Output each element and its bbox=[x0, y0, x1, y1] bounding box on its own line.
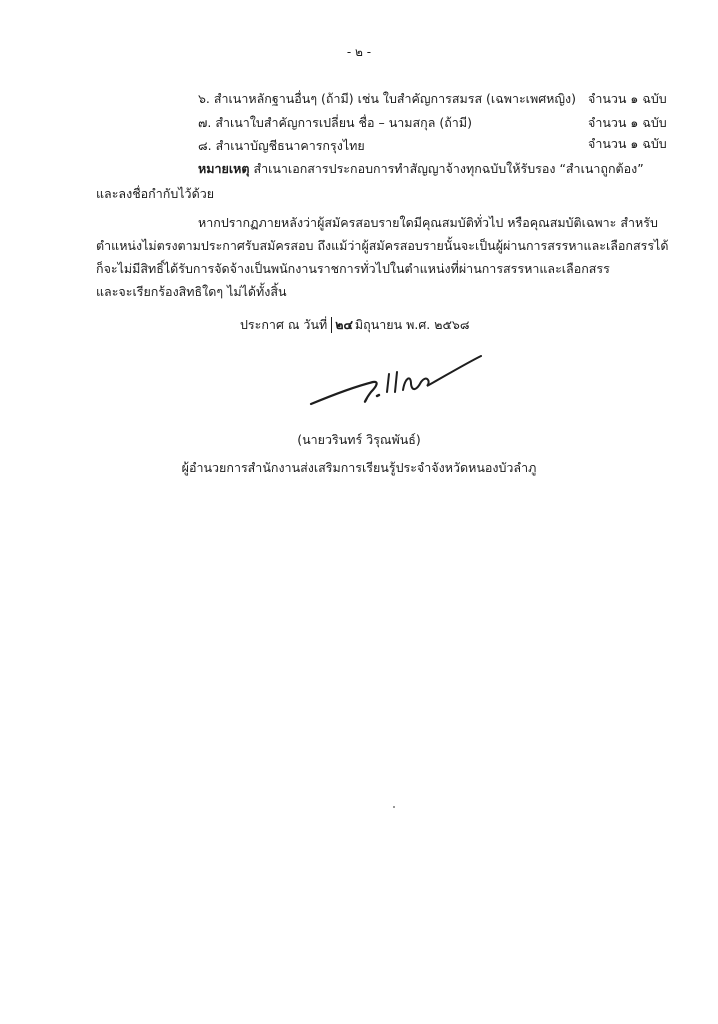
document-item-8: ๘. สำเนาบัญชีธนาคารกรุงไทย bbox=[198, 138, 365, 153]
document-item-6-quantity: จำนวน ๑ ฉบับ bbox=[588, 91, 667, 106]
page-number: - ๒ - bbox=[346, 45, 372, 59]
note-line-1 bbox=[198, 161, 644, 177]
document-item-7-quantity: จำนวน ๑ ฉบับ bbox=[588, 115, 667, 130]
signatory-position: ผู้อำนวยการสำนักงานส่งเสริมการเรียนรู้ประจำจังหวัดหนองบัวลำภู bbox=[181, 460, 537, 475]
note-heading: หมายเหตุ bbox=[198, 161, 250, 176]
document-item-7: ๗. สำเนาใบสำคัญการเปลี่ยน ชื่อ – นามสกุล (ถ้ามี) bbox=[198, 115, 472, 130]
signatory-name: (นายวรินทร์ วิรุณพันธ์) bbox=[297, 432, 421, 447]
paragraph-line-2: ตำแหน่งไม่ตรงตามประกาศรับสมัครสอบ ถึงแม้ว่าผู้สมัครสอบรายนั้นจะเป็นผู้ผ่านการสรรหาและเลือกสรรได้ bbox=[96, 238, 669, 253]
announcement-prefix: ประกาศ ณ วันที่ bbox=[240, 317, 328, 332]
note-text: สำเนาเอกสารประกอบการทำสัญญาจ้างทุกฉบับให้รับรอง “สำเนาถูกต้อง” bbox=[253, 161, 644, 176]
announcement-day: ๒๔ bbox=[331, 317, 355, 333]
signature-mark bbox=[305, 352, 487, 414]
paragraph-line-4: และจะเรียกร้องสิทธิใดๆ ไม่ได้ทั้งสิ้น bbox=[96, 284, 287, 299]
announcement-date bbox=[240, 317, 470, 333]
scan-speck bbox=[393, 806, 395, 808]
paragraph-line-1: หากปรากฏภายหลังว่าผู้สมัครสอบรายใดมีคุณสมบัติทั่วไป หรือคุณสมบัติเฉพาะ สำหรับ bbox=[198, 215, 658, 230]
paragraph-line-3: ก็จะไม่มีสิทธิ์ได้รับการจัดจ้างเป็นพนักงานราชการทั่วไปในตำแหน่งที่ผ่านการสรรหาและเลือกสรร bbox=[96, 261, 610, 276]
announcement-suffix: มิถุนายน พ.ศ. ๒๕๖๘ bbox=[354, 317, 470, 332]
document-item-8-quantity: จำนวน ๑ ฉบับ bbox=[588, 136, 667, 151]
document-item-6: ๖. สำเนาหลักฐานอื่นๆ (ถ้ามี) เช่น ใบสำคัญการสมรส (เฉพาะเพศหญิง) bbox=[198, 91, 577, 106]
note-line-2: และลงชื่อกำกับไว้ด้วย bbox=[96, 186, 215, 201]
